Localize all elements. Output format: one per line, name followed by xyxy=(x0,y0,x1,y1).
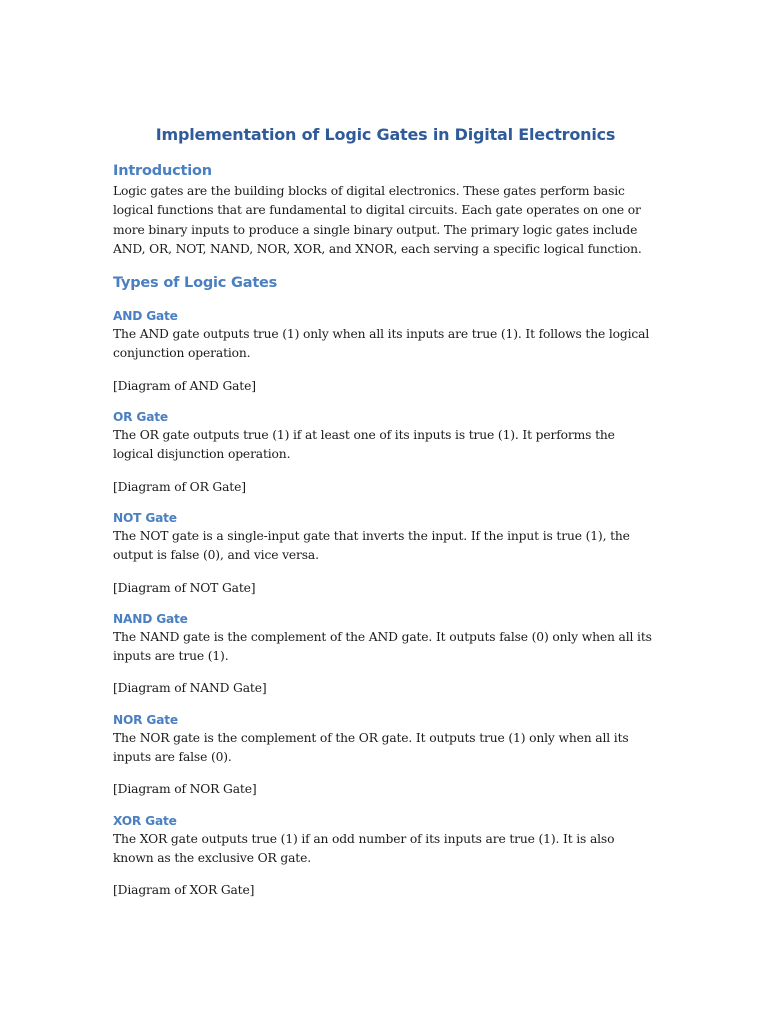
gate-section-and xyxy=(113,308,658,396)
gate-description: The NOT gate is a single-input gate that inverts the input. If the input is true (1), the output is false (0), and vice versa. xyxy=(113,528,630,563)
gate-section-not xyxy=(113,510,658,598)
document-page xyxy=(113,124,658,901)
gate-heading: NOT Gate xyxy=(113,510,177,525)
gate-heading: NAND Gate xyxy=(113,611,188,626)
gate-section-xor xyxy=(113,813,658,901)
gate-heading: XOR Gate xyxy=(113,813,177,828)
gate-diagram-placeholder: [Diagram of NOT Gate] xyxy=(113,580,256,595)
gate-heading: NOR Gate xyxy=(113,712,178,727)
gate-description: The AND gate outputs true (1) only when all its inputs are true (1). It follows the logical conjunction operation. xyxy=(113,327,650,361)
document-title: Implementation of Logic Gates in Digital Electronics xyxy=(155,125,616,144)
gate-heading: AND Gate xyxy=(113,309,178,324)
introduction-heading: Introduction xyxy=(113,163,212,179)
gate-description: The NOR gate is the complement of the OR gate. It outputs true (1) only when all its inputs are false (0). xyxy=(113,730,629,765)
gate-description: The XOR gate outputs true (1) if an odd number of its inputs are true (1). It is also known as the exclusive OR gate. xyxy=(113,831,615,865)
gate-description: The NAND gate is the complement of the AND gate. It outputs false (0) only when all its inputs are true (1). xyxy=(113,629,652,664)
gate-diagram-placeholder: [Diagram of NOR Gate] xyxy=(113,782,257,797)
gate-heading: OR Gate xyxy=(113,410,168,425)
gate-description: The OR gate outputs true (1) if at least one of its inputs is true (1). It performs the logical disjunction operation. xyxy=(113,428,615,462)
gate-section-nor xyxy=(113,712,658,800)
introduction-text: Logic gates are the building blocks of digital electronics. These gates perform basic logical functions that are fundamental to digital circuits. Each gate operates on one or more binary inputs to produce a single binary output. The primary logic gates include AND, OR, NOT, NAND, NOR, XOR, and XNOR, each serving a specific logical function. xyxy=(113,184,642,256)
gate-diagram-placeholder: [Diagram of AND Gate] xyxy=(113,378,256,393)
gate-diagram-placeholder: [Diagram of XOR Gate] xyxy=(113,883,255,898)
gate-section-or xyxy=(113,409,658,497)
gate-section-nand xyxy=(113,611,658,699)
types-heading: Types of Logic Gates xyxy=(113,275,278,292)
gate-diagram-placeholder: [Diagram of OR Gate] xyxy=(113,479,246,494)
gate-diagram-placeholder: [Diagram of NAND Gate] xyxy=(113,681,267,696)
